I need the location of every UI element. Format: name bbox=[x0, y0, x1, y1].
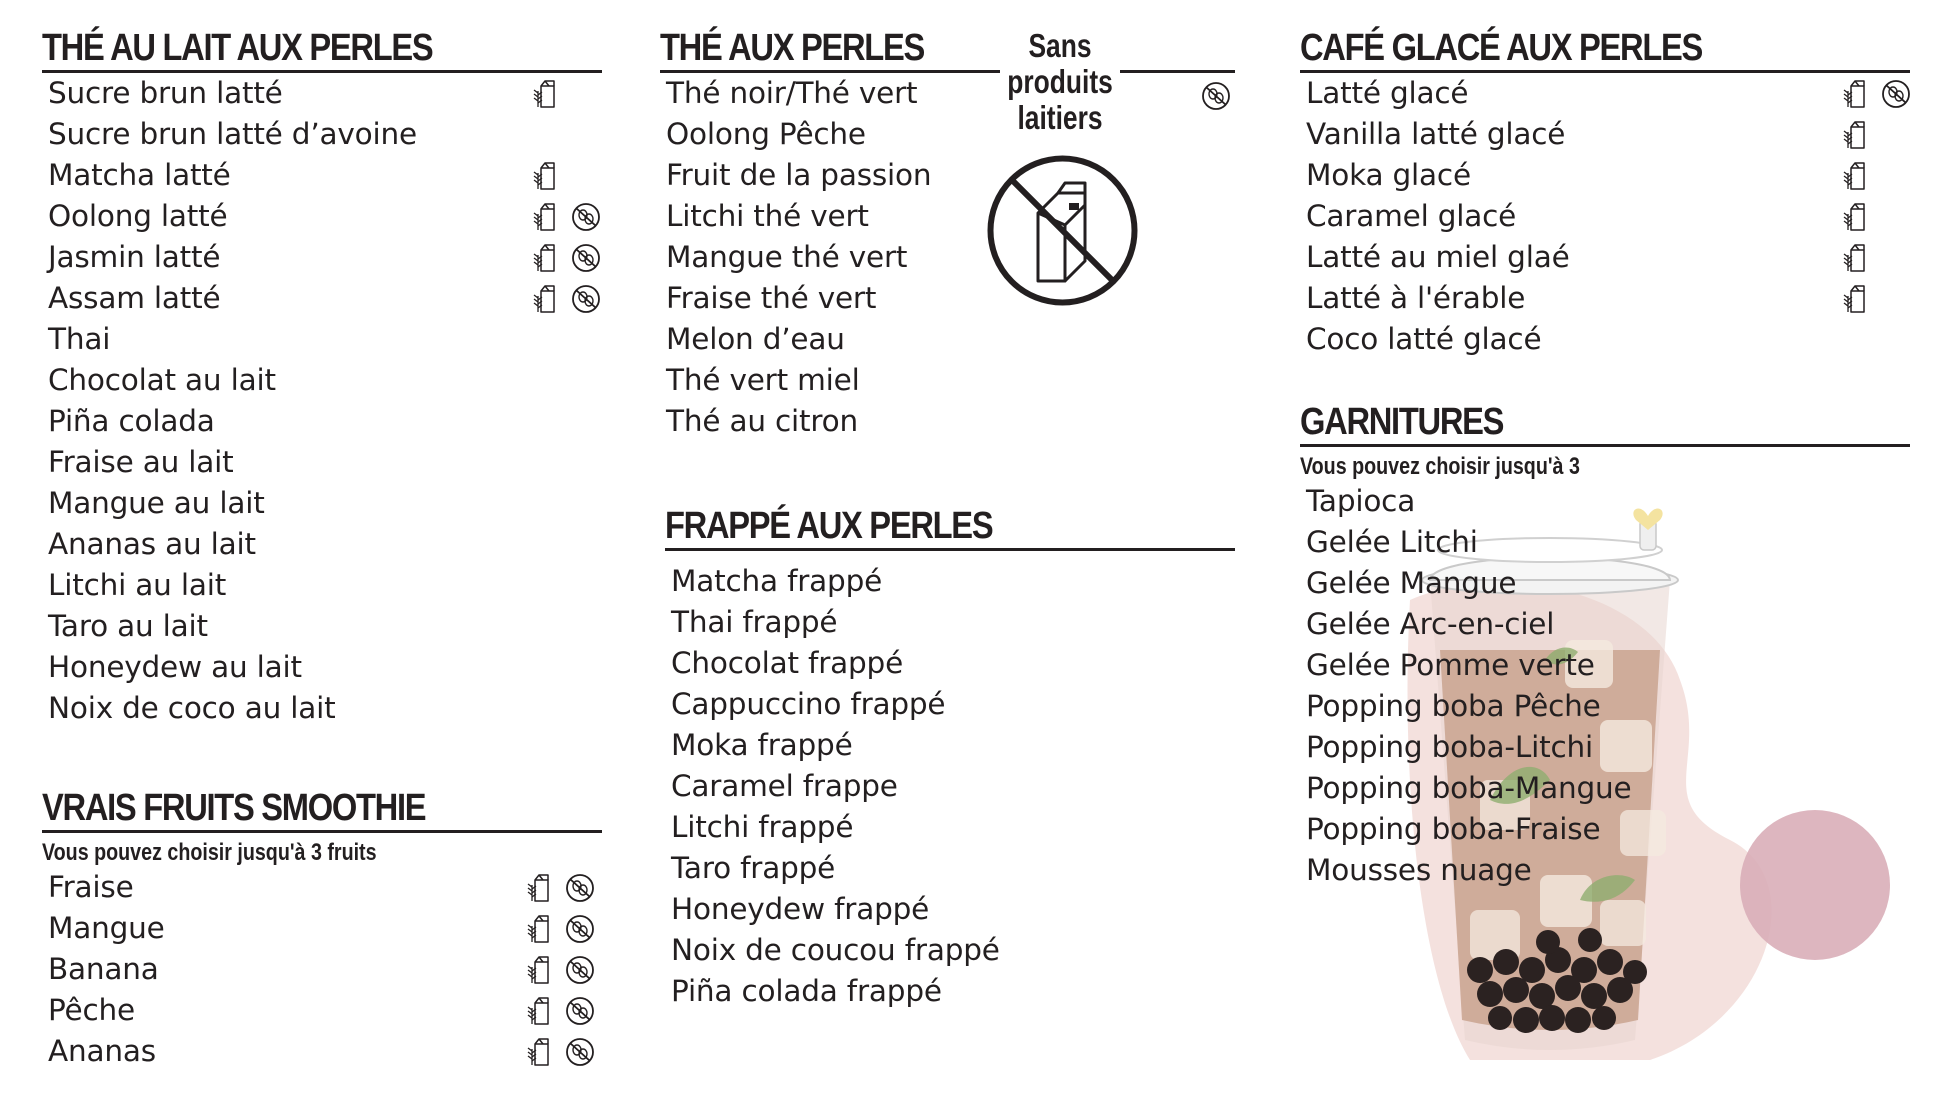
menu-item-label: Ananas bbox=[48, 1034, 156, 1068]
section-note-smoothie: Vous pouvez choisir jusqu'à 3 fruits bbox=[42, 839, 377, 866]
menu-list-milk-tea bbox=[42, 73, 602, 729]
menu-item bbox=[42, 908, 602, 949]
menu-item bbox=[660, 155, 1235, 196]
menu-item-label: Coco latté glacé bbox=[1306, 322, 1542, 356]
menu-item-label: Pêche bbox=[48, 993, 135, 1027]
menu-item-label: Jasmin latté bbox=[48, 240, 221, 274]
menu-item-label: Matcha frappé bbox=[671, 564, 883, 598]
menu-item-label: Oolong Pêche bbox=[666, 117, 866, 151]
allergen-icons bbox=[524, 872, 596, 904]
menu-item bbox=[660, 278, 1235, 319]
menu-item-label: Vanilla latté glacé bbox=[1306, 117, 1566, 151]
menu-item bbox=[665, 766, 1235, 807]
menu-item-label: Thai bbox=[48, 322, 111, 356]
menu-item bbox=[1300, 481, 1910, 522]
menu-item bbox=[665, 561, 1235, 602]
menu-item bbox=[1300, 73, 1910, 114]
section-milk-tea bbox=[42, 26, 602, 729]
section-title-iced-coffee: CAFÉ GLACÉ AUX PERLES bbox=[1300, 27, 1703, 69]
menu-item bbox=[1300, 319, 1910, 360]
menu-item-label: Gelée Litchi bbox=[1306, 525, 1478, 559]
menu-item bbox=[1300, 768, 1910, 809]
section-rule bbox=[665, 548, 1235, 551]
menu-item-label: Gelée Mangue bbox=[1306, 566, 1517, 600]
menu-item bbox=[1300, 727, 1910, 768]
milk-carton-icon bbox=[530, 242, 562, 274]
menu-item bbox=[1300, 604, 1910, 645]
menu-item bbox=[42, 606, 602, 647]
milk-carton-icon bbox=[524, 872, 556, 904]
menu-item-label: Cappuccino frappé bbox=[671, 687, 946, 721]
menu-item-label: Latté glacé bbox=[1306, 76, 1469, 110]
section-fruit-tea bbox=[660, 26, 1235, 442]
menu-item bbox=[1300, 237, 1910, 278]
allergen-icons bbox=[1840, 201, 1872, 233]
menu-item-label: Popping boba-Fraise bbox=[1306, 812, 1601, 846]
section-title-milk-tea: THÉ AU LAIT AUX PERLES bbox=[42, 27, 433, 69]
menu-item-label: Taro au lait bbox=[48, 609, 208, 643]
section-iced-coffee bbox=[1300, 26, 1910, 360]
section-title-toppings: GARNITURES bbox=[1300, 401, 1504, 443]
menu-item-label: Fraise au lait bbox=[48, 445, 234, 479]
milk-carton-icon bbox=[530, 283, 562, 315]
menu-item-label: Litchi au lait bbox=[48, 568, 227, 602]
milk-carton-icon bbox=[524, 954, 556, 986]
menu-item-label: Noix de coucou frappé bbox=[671, 933, 1000, 967]
menu-item-label: Chocolat frappé bbox=[671, 646, 904, 680]
menu-item-label: Gelée Arc-en-ciel bbox=[1306, 607, 1555, 641]
menu-item bbox=[1300, 645, 1910, 686]
milk-carton-icon bbox=[530, 160, 562, 192]
menu-item bbox=[660, 319, 1235, 360]
menu-item-label: Tapioca bbox=[1306, 484, 1416, 518]
menu-item bbox=[665, 971, 1235, 1012]
menu-item-label: Banana bbox=[48, 952, 159, 986]
allergen-icons bbox=[524, 954, 596, 986]
menu-item-label: Chocolat au lait bbox=[48, 363, 276, 397]
menu-item-label: Sucre brun latté d’avoine bbox=[48, 117, 417, 151]
menu-item bbox=[42, 949, 602, 990]
section-rule bbox=[1300, 444, 1910, 447]
menu-item bbox=[42, 319, 602, 360]
menu-item bbox=[1300, 850, 1910, 891]
menu-item bbox=[665, 684, 1235, 725]
menu-item bbox=[1300, 196, 1910, 237]
menu-item bbox=[665, 889, 1235, 930]
section-title-smoothie: VRAIS FRUITS SMOOTHIE bbox=[42, 787, 426, 829]
menu-item bbox=[660, 237, 1235, 278]
allergen-icons bbox=[530, 242, 602, 274]
section-rule bbox=[42, 830, 602, 833]
menu-item-label: Caramel frappe bbox=[671, 769, 898, 803]
allergen-icons bbox=[1840, 160, 1872, 192]
allergen-icons bbox=[1840, 242, 1872, 274]
allergen-icons bbox=[524, 995, 596, 1027]
menu-item-label: Mangue bbox=[48, 911, 165, 945]
section-toppings bbox=[1300, 400, 1910, 891]
menu-item bbox=[1300, 809, 1910, 850]
menu-item bbox=[1300, 155, 1910, 196]
menu-item bbox=[665, 643, 1235, 684]
menu-list-iced-coffee bbox=[1300, 73, 1910, 360]
menu-item-label: Mangue thé vert bbox=[666, 240, 908, 274]
menu-item-label: Mangue au lait bbox=[48, 486, 265, 520]
menu-item-label: Fraise thé vert bbox=[666, 281, 877, 315]
no-milk-icon bbox=[985, 153, 1140, 308]
menu-item bbox=[1300, 278, 1910, 319]
menu-item bbox=[1300, 686, 1910, 727]
milk-carton-icon bbox=[1840, 78, 1872, 110]
no-nuts-icon bbox=[564, 954, 596, 986]
milk-carton-icon bbox=[524, 1036, 556, 1068]
menu-item bbox=[42, 565, 602, 606]
section-smoothie bbox=[42, 786, 602, 1072]
menu-item-label: Honeydew frappé bbox=[671, 892, 930, 926]
menu-item bbox=[665, 725, 1235, 766]
menu-item bbox=[42, 114, 602, 155]
menu-item-label: Fruit de la passion bbox=[666, 158, 932, 192]
menu-item bbox=[660, 401, 1235, 442]
menu-item bbox=[42, 73, 602, 114]
menu-item-label: Ananas au lait bbox=[48, 527, 256, 561]
menu-item-label: Thé au citron bbox=[666, 404, 859, 438]
menu-item-label: Moka frappé bbox=[671, 728, 853, 762]
allergen-icons bbox=[530, 78, 562, 110]
menu-item-label: Matcha latté bbox=[48, 158, 231, 192]
menu-item bbox=[42, 647, 602, 688]
menu-item-label: Latté à l'érable bbox=[1306, 281, 1526, 315]
menu-list-toppings bbox=[1300, 481, 1910, 891]
allergen-icons bbox=[530, 201, 602, 233]
menu-list-smoothie bbox=[42, 867, 602, 1072]
no-nuts-icon bbox=[564, 995, 596, 1027]
menu-item-label: Thé vert miel bbox=[666, 363, 860, 397]
milk-carton-icon bbox=[524, 995, 556, 1027]
menu-item-label: Thai frappé bbox=[671, 605, 838, 639]
milk-carton-icon bbox=[524, 913, 556, 945]
menu-item bbox=[42, 990, 602, 1031]
menu-item bbox=[1300, 114, 1910, 155]
menu-item bbox=[42, 483, 602, 524]
milk-carton-icon bbox=[1840, 283, 1872, 315]
no-nuts-icon bbox=[564, 872, 596, 904]
menu-item bbox=[665, 848, 1235, 889]
no-nuts-icon bbox=[564, 1036, 596, 1068]
no-nuts-icon bbox=[570, 242, 602, 274]
menu-item bbox=[660, 114, 1235, 155]
milk-carton-icon bbox=[530, 78, 562, 110]
menu-item-label: Melon d’eau bbox=[666, 322, 845, 356]
menu-item-label: Noix de coco au lait bbox=[48, 691, 336, 725]
menu-list-fruit-tea bbox=[660, 73, 1235, 442]
allergen-icons bbox=[1840, 78, 1912, 110]
menu-item-label: Popping boba-Mangue bbox=[1306, 771, 1632, 805]
menu-item bbox=[42, 278, 602, 319]
menu-item-label: Popping boba Pêche bbox=[1306, 689, 1601, 723]
menu-item-label: Moka glacé bbox=[1306, 158, 1471, 192]
menu-item-label: Caramel glacé bbox=[1306, 199, 1517, 233]
menu-item-label: Piña colada bbox=[48, 404, 215, 438]
menu-item-label: Mousses nuage bbox=[1306, 853, 1532, 887]
menu-item-label: Litchi thé vert bbox=[666, 199, 869, 233]
menu-item bbox=[42, 442, 602, 483]
section-title-fruit-tea: THÉ AUX PERLES bbox=[660, 27, 925, 69]
menu-item bbox=[42, 401, 602, 442]
menu-item bbox=[660, 73, 1235, 114]
menu-item-label: Taro frappé bbox=[671, 851, 836, 885]
menu-item bbox=[665, 930, 1235, 971]
no-nuts-icon bbox=[1880, 78, 1912, 110]
section-note-toppings: Vous pouvez choisir jusqu'à 3 bbox=[1300, 453, 1580, 480]
allergen-icons bbox=[524, 913, 596, 945]
allergen-icons bbox=[530, 283, 602, 315]
menu-item-label: Assam latté bbox=[48, 281, 221, 315]
menu-item bbox=[42, 155, 602, 196]
menu-item-label: Piña colada frappé bbox=[671, 974, 942, 1008]
menu-item-label: Gelée Pomme verte bbox=[1306, 648, 1595, 682]
allergen-icons bbox=[530, 160, 562, 192]
menu-item-label: Popping boba-Litchi bbox=[1306, 730, 1593, 764]
menu-item bbox=[42, 196, 602, 237]
allergen-icons bbox=[1840, 119, 1872, 151]
menu-item-label: Oolong latté bbox=[48, 199, 228, 233]
menu-item bbox=[42, 688, 602, 729]
menu-item bbox=[42, 867, 602, 908]
menu-item bbox=[1300, 563, 1910, 604]
dairy-free-label: Sans produits laitiers bbox=[1000, 28, 1120, 136]
milk-carton-icon bbox=[530, 201, 562, 233]
menu-item bbox=[42, 237, 602, 278]
allergen-icons bbox=[1840, 283, 1872, 315]
menu-item bbox=[660, 360, 1235, 401]
menu-item bbox=[660, 196, 1235, 237]
section-title-frappe: FRAPPÉ AUX PERLES bbox=[665, 505, 993, 547]
menu-item bbox=[1300, 522, 1910, 563]
menu-item bbox=[665, 602, 1235, 643]
menu-item-label: Sucre brun latté bbox=[48, 76, 283, 110]
no-nuts-icon bbox=[570, 283, 602, 315]
menu-list-frappe bbox=[665, 561, 1235, 1012]
menu-item-label: Latté au miel glaé bbox=[1306, 240, 1570, 274]
menu-item-label: Litchi frappé bbox=[671, 810, 854, 844]
menu-item-label: Honeydew au lait bbox=[48, 650, 302, 684]
menu-item bbox=[665, 807, 1235, 848]
menu-item bbox=[42, 524, 602, 565]
allergen-icons bbox=[524, 1036, 596, 1068]
milk-carton-icon bbox=[1840, 119, 1872, 151]
no-nuts-icon bbox=[564, 913, 596, 945]
menu-item-label: Thé noir/Thé vert bbox=[666, 76, 918, 110]
milk-carton-icon bbox=[1840, 242, 1872, 274]
menu-item bbox=[42, 360, 602, 401]
section-frappe bbox=[665, 504, 1235, 1012]
menu-item bbox=[42, 1031, 602, 1072]
milk-carton-icon bbox=[1840, 201, 1872, 233]
milk-carton-icon bbox=[1840, 160, 1872, 192]
no-nuts-icon bbox=[570, 201, 602, 233]
menu-item-label: Fraise bbox=[48, 870, 134, 904]
